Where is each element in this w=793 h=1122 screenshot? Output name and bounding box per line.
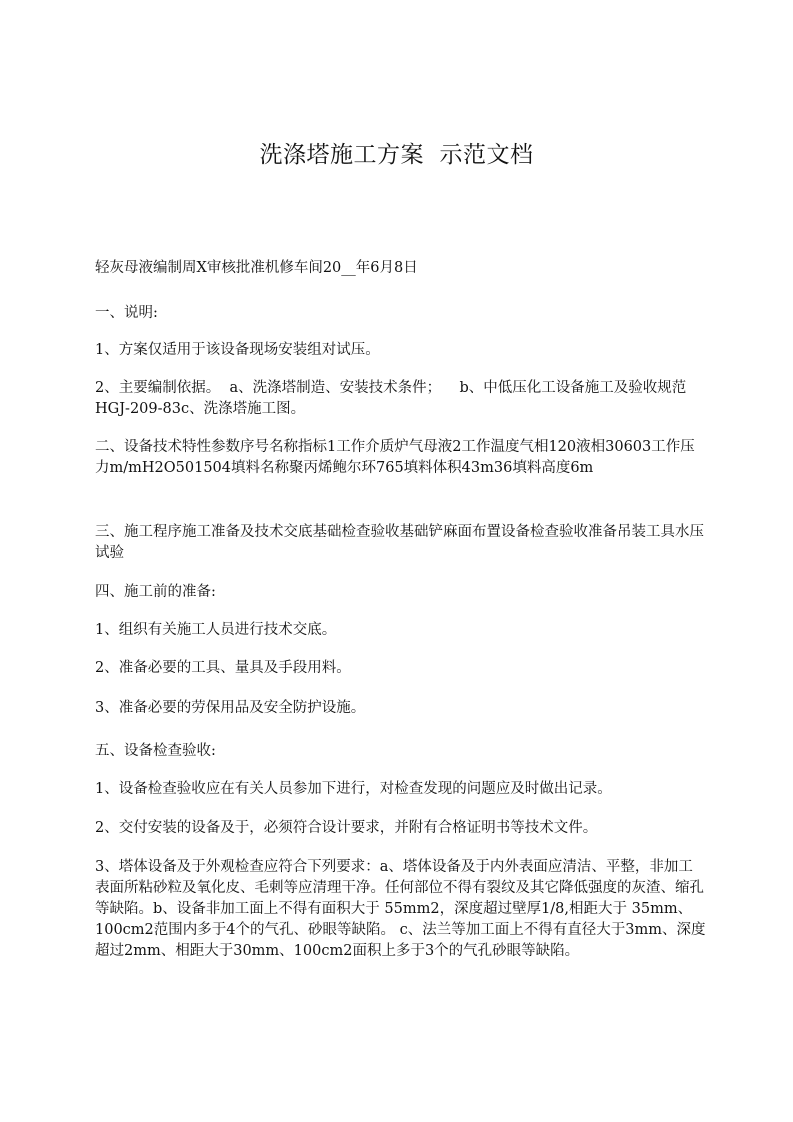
paragraph-5-2: 2、交付安装的设备及于，必须符合设计要求，并附有合格证明书等技术文件。 [95, 820, 598, 836]
section-heading-4: 四、施工前的准备: [95, 584, 216, 600]
section-heading-3: 三、施工程序施工准备及技术交底基础检查验收基础铲麻面布置设备检查验收准备吊装工具水压试验 [95, 524, 704, 561]
paragraph-1-2: 2、主要编制依据。 a、洗涤塔制造、安装技术条件； b、中低压化工设备施工及验收规范HGJ-209-83c、洗涤塔施工图。 [95, 380, 687, 417]
paragraph-5-1: 1、设备检查验收应在有关人员参加下进行，对检查发现的问题应及时做出记录。 [95, 781, 612, 797]
section-heading-1: 一、说明: [95, 305, 158, 321]
paragraph-4-1: 1、组织有关施工人员进行技术交底。 [95, 622, 337, 638]
paragraph-5-3: 3、塔体设备及于外观检查应符合下列要求：a、塔体设备及于内外表面应清洁、平整，非加工表面所粘砂粒及氧化皮、毛刺等应清理干净。任何部位不得有裂纹及其它降低强度的灰渣、缩孔等缺陷。b、设备非加工面上不得有面积大于 55mm2，深度超过壁厚1/8,相距大于 35mm、100cm2范围内多于4个的气孔、砂眼等缺陷。 c、法兰等加工面上不得有直径大于3mm、深度超过2mm、相距大于30mm、100cm2面积上多于3个的气孔砂眼等缺陷。 [95, 859, 706, 959]
section-heading-2: 二、设备技术特性参数序号名称指标1工作介质炉气母液2工作温度气相120液相30603工作压力m/mH2O501504填料名称聚丙烯鲍尔环765填料体积43m36填料高度6m [95, 439, 695, 476]
section-heading-5: 五、设备检查验收: [95, 743, 216, 759]
paragraph-4-3: 3、准备必要的劳保用品及安全防护设施。 [95, 700, 366, 716]
paragraph-1-1: 1、方案仅适用于该设备现场安装组对试压。 [95, 342, 380, 358]
paragraph-4-2: 2、准备必要的工具、量具及手段用料。 [95, 660, 351, 676]
document-title: 洗涤塔施工方案 示范文档 [259, 142, 534, 168]
meta-line: 轻灰母液编制周X审核批准机修车间20__年6月8日 [95, 260, 418, 276]
